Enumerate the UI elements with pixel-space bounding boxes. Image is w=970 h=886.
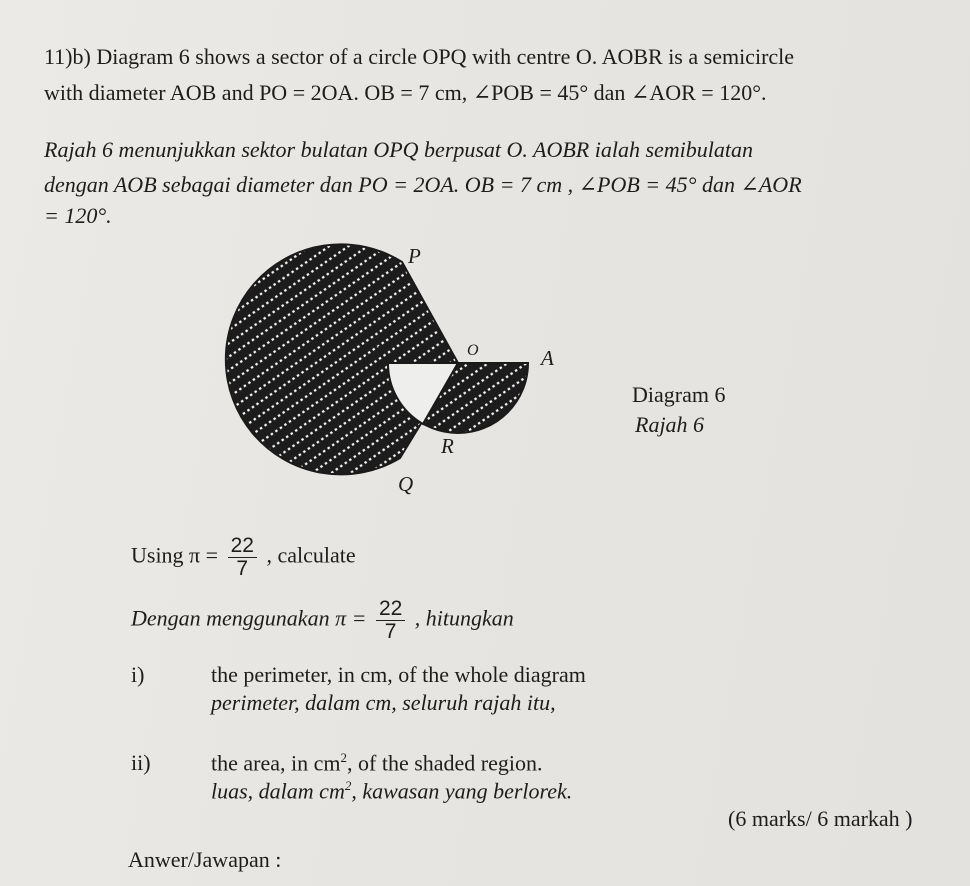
- sq-sup-en: 2: [340, 750, 347, 765]
- diagram-caption-ms: Rajah 6: [635, 412, 705, 437]
- part-ii-en: [211, 750, 543, 776]
- part-ii-en-post: , of the shaded region.: [347, 750, 543, 776]
- question-line-ms-1: Rajah 6 menunjukkan sektor bulatan OPQ berpusat O. AOBR ialah semibulatan: [44, 137, 754, 162]
- part-ii-en-pre: the area, in cm: [211, 750, 341, 776]
- question-line-ms-2: dengan AOB sebagai diameter dan PO = 2OA. OB = 7 cm , ∠POB = 45° dan ∠AOR: [44, 172, 802, 197]
- part-ii-ms-post: , kawasan yang berlorek.: [351, 778, 573, 804]
- using-pi-line: [131, 535, 356, 580]
- marks: (6 marks/ 6 markah ): [728, 806, 913, 831]
- label-o: O: [467, 342, 479, 359]
- question-line-ms-3: = 120°.: [44, 203, 112, 228]
- sector-opq: [226, 244, 458, 474]
- answer-label: Anwer/Jawapan :: [128, 847, 282, 872]
- diagram-caption-en: Diagram 6: [632, 382, 726, 407]
- pi-fraction: [228, 535, 257, 580]
- dengan-pre: Dengan menggunakan π =: [131, 605, 367, 631]
- pi-denominator-ms: 7: [384, 620, 397, 644]
- question-line-en-1: 11)b) Diagram 6 shows a sector of a circle OPQ with centre O. AOBR is a semicircle: [44, 44, 795, 69]
- label-q: Q: [398, 472, 414, 496]
- part-i-label: i): [131, 662, 145, 687]
- using-pre: Using π =: [131, 542, 219, 568]
- part-ii-ms-pre: luas, dalam cm: [211, 778, 345, 804]
- part-ii-label: ii): [131, 750, 151, 775]
- using-post: , calculate: [266, 542, 356, 568]
- label-r: R: [441, 434, 454, 458]
- pi-numerator: 22: [228, 535, 257, 558]
- label-a: A: [541, 346, 554, 370]
- part-i-en: the perimeter, in cm, of the whole diagram: [211, 662, 586, 687]
- part-ii-ms: [211, 778, 572, 804]
- pi-denominator: 7: [236, 557, 249, 581]
- sq-sup-ms: 2: [344, 778, 352, 793]
- label-p: P: [408, 244, 421, 268]
- pi-numerator-ms: 22: [376, 598, 405, 621]
- pi-fraction-ms: [376, 598, 405, 643]
- dengan-pi-line: [131, 598, 514, 643]
- dengan-post: , hitungkan: [414, 605, 514, 631]
- question-line-en-2: with diameter AOB and PO = 2OA. OB = 7 cm, ∠POB = 45° dan ∠AOR = 120°.: [44, 80, 767, 105]
- part-i-ms: perimeter, dalam cm, seluruh rajah itu,: [211, 690, 556, 715]
- label-b: B: [376, 344, 385, 359]
